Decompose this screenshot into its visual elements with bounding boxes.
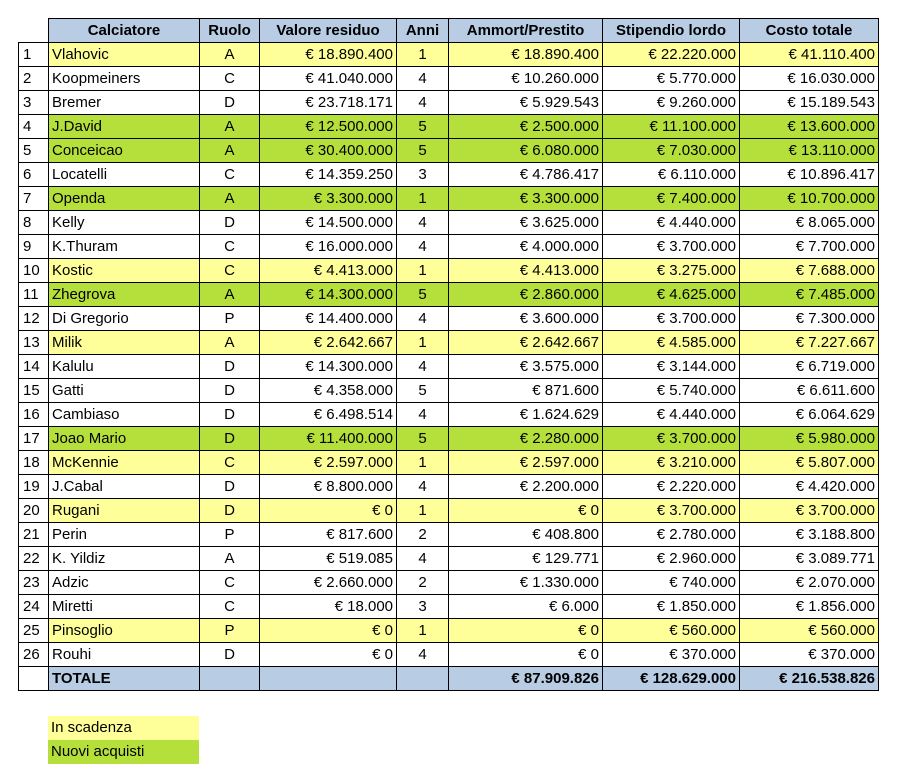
cell-gross-salary: € 3.700.000 (603, 307, 740, 331)
table-row (19, 643, 879, 667)
totals-label: TOTALE (49, 667, 200, 691)
cell-years: 4 (397, 91, 449, 115)
cell-amortization: € 6.080.000 (449, 139, 603, 163)
row-number: 25 (19, 619, 49, 643)
cell-role: D (200, 355, 260, 379)
cell-years: 4 (397, 643, 449, 667)
table-row (19, 211, 879, 235)
cell-total-cost: € 7.227.667 (740, 331, 879, 355)
table-row (19, 67, 879, 91)
cell-years: 4 (397, 235, 449, 259)
cell-residual-value: € 4.413.000 (260, 259, 397, 283)
cell-amortization: € 3.600.000 (449, 307, 603, 331)
cell-years: 4 (397, 211, 449, 235)
cell-role: D (200, 379, 260, 403)
cell-amortization: € 871.600 (449, 379, 603, 403)
legend (48, 716, 199, 764)
cell-gross-salary: € 5.740.000 (603, 379, 740, 403)
row-number: 17 (19, 427, 49, 451)
cell-role: C (200, 235, 260, 259)
row-number: 16 (19, 403, 49, 427)
cell-amortization: € 0 (449, 643, 603, 667)
cell-total-cost: € 370.000 (740, 643, 879, 667)
cell-player: McKennie (49, 451, 200, 475)
cell-amortization: € 1.624.629 (449, 403, 603, 427)
cell-residual-value: € 14.400.000 (260, 307, 397, 331)
row-number: 15 (19, 379, 49, 403)
cell-total-cost: € 7.485.000 (740, 283, 879, 307)
cell-player: Conceicao (49, 139, 200, 163)
cell-role: P (200, 523, 260, 547)
cell-player: Rugani (49, 499, 200, 523)
cell-player: K.Thuram (49, 235, 200, 259)
cell-years: 4 (397, 547, 449, 571)
cell-residual-value: € 30.400.000 (260, 139, 397, 163)
cell-amortization: € 2.860.000 (449, 283, 603, 307)
cell-role: D (200, 475, 260, 499)
cell-amortization: € 6.000 (449, 595, 603, 619)
cell-role: D (200, 403, 260, 427)
cell-role: A (200, 187, 260, 211)
row-number: 10 (19, 259, 49, 283)
cell-role: A (200, 115, 260, 139)
cell-amortization: € 18.890.400 (449, 43, 603, 67)
cell-residual-value: € 41.040.000 (260, 67, 397, 91)
cell-role: D (200, 211, 260, 235)
cell-years: 1 (397, 187, 449, 211)
totals-empty-residual (260, 667, 397, 691)
cell-residual-value: € 0 (260, 643, 397, 667)
cell-total-cost: € 6.064.629 (740, 403, 879, 427)
cell-total-cost: € 16.030.000 (740, 67, 879, 91)
cell-residual-value: € 0 (260, 619, 397, 643)
cell-gross-salary: € 3.700.000 (603, 499, 740, 523)
cell-gross-salary: € 9.260.000 (603, 91, 740, 115)
cell-total-cost: € 5.980.000 (740, 427, 879, 451)
cell-player: Bremer (49, 91, 200, 115)
cell-amortization: € 0 (449, 499, 603, 523)
header-gross-salary: Stipendio lordo (603, 19, 740, 43)
cell-years: 3 (397, 163, 449, 187)
row-number: 12 (19, 307, 49, 331)
cell-role: D (200, 427, 260, 451)
table-row (19, 259, 879, 283)
header-residual-value: Valore residuo (260, 19, 397, 43)
row-number: 23 (19, 571, 49, 595)
cell-total-cost: € 10.700.000 (740, 187, 879, 211)
totals-amortization: € 87.909.826 (449, 667, 603, 691)
row-number: 19 (19, 475, 49, 499)
table-row (19, 619, 879, 643)
row-number: 11 (19, 283, 49, 307)
cell-amortization: € 4.000.000 (449, 235, 603, 259)
cell-residual-value: € 18.000 (260, 595, 397, 619)
cell-years: 1 (397, 451, 449, 475)
cell-gross-salary: € 1.850.000 (603, 595, 740, 619)
row-number: 1 (19, 43, 49, 67)
cell-residual-value: € 14.300.000 (260, 283, 397, 307)
cell-role: C (200, 571, 260, 595)
cell-player: Rouhi (49, 643, 200, 667)
cell-role: A (200, 331, 260, 355)
table-row (19, 163, 879, 187)
cell-player: Kostic (49, 259, 200, 283)
cell-gross-salary: € 2.220.000 (603, 475, 740, 499)
cell-role: A (200, 139, 260, 163)
cell-amortization: € 10.260.000 (449, 67, 603, 91)
cell-gross-salary: € 11.100.000 (603, 115, 740, 139)
cell-gross-salary: € 3.210.000 (603, 451, 740, 475)
cell-role: A (200, 283, 260, 307)
row-number: 26 (19, 643, 49, 667)
cell-player: Zhegrova (49, 283, 200, 307)
cell-total-cost: € 6.719.000 (740, 355, 879, 379)
cell-player: Perin (49, 523, 200, 547)
cell-player: Koopmeiners (49, 67, 200, 91)
table-row (19, 187, 879, 211)
legend-new-purchases: Nuovi acquisti (48, 740, 199, 764)
cell-total-cost: € 2.070.000 (740, 571, 879, 595)
table-row (19, 331, 879, 355)
cell-amortization: € 3.625.000 (449, 211, 603, 235)
cell-gross-salary: € 740.000 (603, 571, 740, 595)
cell-years: 1 (397, 499, 449, 523)
cell-gross-salary: € 4.625.000 (603, 283, 740, 307)
row-number: 3 (19, 91, 49, 115)
header-row (19, 19, 879, 43)
cell-gross-salary: € 4.585.000 (603, 331, 740, 355)
row-number: 4 (19, 115, 49, 139)
cell-years: 1 (397, 259, 449, 283)
cell-residual-value: € 14.500.000 (260, 211, 397, 235)
table-row (19, 499, 879, 523)
table-row (19, 43, 879, 67)
cell-total-cost: € 13.600.000 (740, 115, 879, 139)
table-row (19, 523, 879, 547)
cell-residual-value: € 2.597.000 (260, 451, 397, 475)
cell-gross-salary: € 3.275.000 (603, 259, 740, 283)
cell-player: Gatti (49, 379, 200, 403)
table-row (19, 451, 879, 475)
cell-total-cost: € 10.896.417 (740, 163, 879, 187)
cell-total-cost: € 15.189.543 (740, 91, 879, 115)
cell-amortization: € 408.800 (449, 523, 603, 547)
table-row (19, 595, 879, 619)
cell-years: 2 (397, 523, 449, 547)
cell-player: Di Gregorio (49, 307, 200, 331)
cell-total-cost: € 5.807.000 (740, 451, 879, 475)
row-number: 8 (19, 211, 49, 235)
cell-total-cost: € 7.700.000 (740, 235, 879, 259)
cell-years: 1 (397, 331, 449, 355)
cell-gross-salary: € 560.000 (603, 619, 740, 643)
payroll-table (18, 18, 879, 691)
cell-residual-value: € 2.660.000 (260, 571, 397, 595)
cell-residual-value: € 12.500.000 (260, 115, 397, 139)
cell-residual-value: € 0 (260, 499, 397, 523)
table-row (19, 91, 879, 115)
cell-residual-value: € 14.300.000 (260, 355, 397, 379)
cell-gross-salary: € 2.960.000 (603, 547, 740, 571)
header-total-cost: Costo totale (740, 19, 879, 43)
cell-role: P (200, 619, 260, 643)
cell-total-cost: € 4.420.000 (740, 475, 879, 499)
cell-residual-value: € 519.085 (260, 547, 397, 571)
cell-amortization: € 1.330.000 (449, 571, 603, 595)
cell-years: 3 (397, 595, 449, 619)
header-player: Calciatore (49, 19, 200, 43)
cell-residual-value: € 16.000.000 (260, 235, 397, 259)
cell-residual-value: € 3.300.000 (260, 187, 397, 211)
header-role: Ruolo (200, 19, 260, 43)
cell-gross-salary: € 2.780.000 (603, 523, 740, 547)
table-row (19, 427, 879, 451)
cell-gross-salary: € 4.440.000 (603, 211, 740, 235)
cell-role: P (200, 307, 260, 331)
cell-years: 5 (397, 379, 449, 403)
cell-years: 4 (397, 67, 449, 91)
cell-total-cost: € 3.089.771 (740, 547, 879, 571)
cell-total-cost: € 8.065.000 (740, 211, 879, 235)
cell-total-cost: € 6.611.600 (740, 379, 879, 403)
cell-role: D (200, 91, 260, 115)
totals-empty-years (397, 667, 449, 691)
cell-amortization: € 2.500.000 (449, 115, 603, 139)
row-number: 13 (19, 331, 49, 355)
header-corner (19, 19, 49, 43)
cell-player: Milik (49, 331, 200, 355)
cell-amortization: € 4.413.000 (449, 259, 603, 283)
cell-amortization: € 129.771 (449, 547, 603, 571)
cell-total-cost: € 3.188.800 (740, 523, 879, 547)
cell-years: 4 (397, 475, 449, 499)
cell-role: C (200, 595, 260, 619)
totals-empty-role (200, 667, 260, 691)
cell-total-cost: € 560.000 (740, 619, 879, 643)
cell-gross-salary: € 7.030.000 (603, 139, 740, 163)
cell-player: Miretti (49, 595, 200, 619)
cell-gross-salary: € 22.220.000 (603, 43, 740, 67)
cell-amortization: € 3.300.000 (449, 187, 603, 211)
cell-amortization: € 2.642.667 (449, 331, 603, 355)
totals-row (19, 667, 879, 691)
cell-role: A (200, 43, 260, 67)
cell-player: Pinsoglio (49, 619, 200, 643)
cell-gross-salary: € 3.144.000 (603, 355, 740, 379)
row-number: 14 (19, 355, 49, 379)
cell-residual-value: € 817.600 (260, 523, 397, 547)
cell-player: Openda (49, 187, 200, 211)
table-row (19, 571, 879, 595)
cell-amortization: € 2.280.000 (449, 427, 603, 451)
cell-amortization: € 3.575.000 (449, 355, 603, 379)
cell-total-cost: € 7.688.000 (740, 259, 879, 283)
row-number: 5 (19, 139, 49, 163)
cell-residual-value: € 14.359.250 (260, 163, 397, 187)
cell-role: C (200, 163, 260, 187)
cell-years: 4 (397, 307, 449, 331)
cell-player: Adzic (49, 571, 200, 595)
cell-gross-salary: € 7.400.000 (603, 187, 740, 211)
cell-residual-value: € 8.800.000 (260, 475, 397, 499)
cell-gross-salary: € 3.700.000 (603, 427, 740, 451)
cell-total-cost: € 7.300.000 (740, 307, 879, 331)
cell-amortization: € 2.200.000 (449, 475, 603, 499)
cell-role: D (200, 643, 260, 667)
cell-years: 1 (397, 619, 449, 643)
cell-residual-value: € 18.890.400 (260, 43, 397, 67)
cell-total-cost: € 3.700.000 (740, 499, 879, 523)
cell-residual-value: € 4.358.000 (260, 379, 397, 403)
cell-total-cost: € 41.110.400 (740, 43, 879, 67)
cell-role: A (200, 547, 260, 571)
cell-player: Kalulu (49, 355, 200, 379)
row-number: 22 (19, 547, 49, 571)
row-number: 2 (19, 67, 49, 91)
cell-years: 5 (397, 139, 449, 163)
cell-residual-value: € 2.642.667 (260, 331, 397, 355)
cell-role: C (200, 259, 260, 283)
table-row (19, 139, 879, 163)
cell-gross-salary: € 4.440.000 (603, 403, 740, 427)
cell-player: J.Cabal (49, 475, 200, 499)
cell-role: C (200, 67, 260, 91)
header-amortization: Ammort/Prestito (449, 19, 603, 43)
cell-residual-value: € 11.400.000 (260, 427, 397, 451)
table-row (19, 355, 879, 379)
cell-years: 4 (397, 355, 449, 379)
cell-player: Locatelli (49, 163, 200, 187)
cell-years: 4 (397, 403, 449, 427)
cell-years: 2 (397, 571, 449, 595)
cell-player: Vlahovic (49, 43, 200, 67)
table-row (19, 403, 879, 427)
legend-expiring: In scadenza (48, 716, 199, 740)
totals-gross-salary: € 128.629.000 (603, 667, 740, 691)
cell-amortization: € 5.929.543 (449, 91, 603, 115)
cell-role: D (200, 499, 260, 523)
table-row (19, 115, 879, 139)
totals-corner (19, 667, 49, 691)
cell-residual-value: € 6.498.514 (260, 403, 397, 427)
cell-years: 5 (397, 115, 449, 139)
cell-gross-salary: € 5.770.000 (603, 67, 740, 91)
header-years: Anni (397, 19, 449, 43)
row-number: 20 (19, 499, 49, 523)
cell-player: Kelly (49, 211, 200, 235)
row-number: 9 (19, 235, 49, 259)
row-number: 18 (19, 451, 49, 475)
row-number: 21 (19, 523, 49, 547)
cell-gross-salary: € 6.110.000 (603, 163, 740, 187)
cell-amortization: € 0 (449, 619, 603, 643)
cell-gross-salary: € 3.700.000 (603, 235, 740, 259)
cell-player: K. Yildiz (49, 547, 200, 571)
row-number: 6 (19, 163, 49, 187)
cell-role: C (200, 451, 260, 475)
row-number: 7 (19, 187, 49, 211)
table-row (19, 283, 879, 307)
cell-player: Joao Mario (49, 427, 200, 451)
cell-amortization: € 2.597.000 (449, 451, 603, 475)
row-number: 24 (19, 595, 49, 619)
cell-years: 1 (397, 43, 449, 67)
totals-total-cost: € 216.538.826 (740, 667, 879, 691)
cell-player: J.David (49, 115, 200, 139)
cell-years: 5 (397, 283, 449, 307)
cell-amortization: € 4.786.417 (449, 163, 603, 187)
cell-total-cost: € 13.110.000 (740, 139, 879, 163)
table-row (19, 307, 879, 331)
cell-gross-salary: € 370.000 (603, 643, 740, 667)
table-row (19, 547, 879, 571)
cell-total-cost: € 1.856.000 (740, 595, 879, 619)
cell-years: 5 (397, 427, 449, 451)
table-row (19, 235, 879, 259)
cell-residual-value: € 23.718.171 (260, 91, 397, 115)
table-row (19, 379, 879, 403)
cell-player: Cambiaso (49, 403, 200, 427)
table-row (19, 475, 879, 499)
